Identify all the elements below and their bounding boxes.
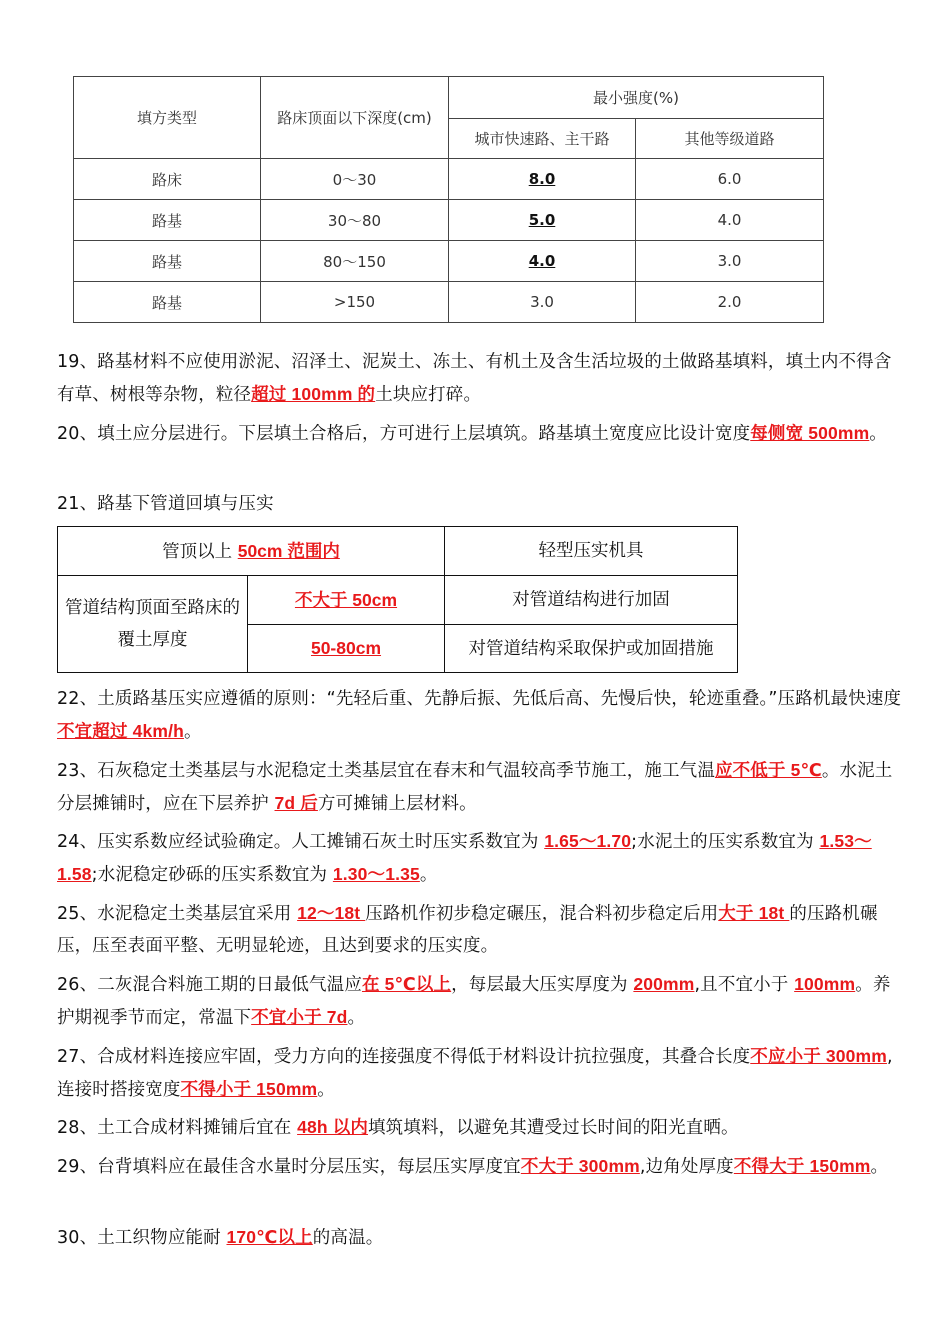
highlight: 每侧宽 500mm [750, 423, 870, 443]
text: 。 [870, 1157, 889, 1177]
text: ，每层最大压实厚度为 [451, 975, 634, 995]
paragraph-26 [57, 968, 902, 1034]
cell-other: 6.0 [636, 159, 824, 200]
text: ,连接时搭接宽度 [57, 1047, 893, 1100]
header-depth: 路床顶面以下深度(cm) [261, 77, 449, 159]
paragraph-22 [57, 683, 902, 748]
header-other: 其他等级道路 [636, 119, 824, 159]
cell-depth: 80～150 [261, 241, 449, 282]
table-row [58, 527, 738, 576]
text: 27、合成材料连接应牢固，受力方向的连接强度不得低于材料设计抗拉强度，其叠合长度 [57, 1047, 751, 1067]
table-row [74, 159, 824, 200]
paragraph-23 [57, 754, 902, 820]
highlight: 48h 以内 [297, 1117, 369, 1137]
table-row [58, 576, 738, 625]
highlight: 不大于 300mm [520, 1156, 640, 1176]
text: 26、二灰混合料施工期的日最低气温应 [57, 975, 362, 995]
cell-depth: >150 [261, 282, 449, 323]
strength-table [73, 76, 824, 323]
text: 方可摊铺上层材料。 [317, 794, 477, 814]
paragraph-28 [57, 1111, 902, 1144]
paragraph-21 [57, 488, 902, 520]
text: 20、填土应分层进行。下层填土合格后，方可进行上层填筑。路基填土宽度应比设计宽度 [57, 424, 751, 444]
highlight: 7d 后 [274, 793, 318, 813]
range-cell [248, 576, 445, 625]
cell-urban: 8.0 [449, 159, 636, 200]
cell-urban: 5.0 [449, 200, 636, 241]
measure-cell: 对管道结构进行加固 [445, 576, 738, 625]
text: 21、路基下管道回填与压实 [57, 494, 274, 514]
text: 管顶以上 [162, 541, 238, 562]
cell-urban: 4.0 [449, 241, 636, 282]
text: 。 [419, 865, 438, 885]
text: ,边角处厚度 [639, 1157, 734, 1177]
paragraph-25 [57, 897, 902, 962]
measure-cell: 对管道结构采取保护或加固措施 [445, 625, 738, 673]
cell-depth: 0～30 [261, 159, 449, 200]
pipe-backfill-table [57, 526, 738, 673]
text: 22、土质路基压实应遵循的原则：“先轻后重、先静后振、先低后高、先慢后快，轮迹重叠。”压路机最快速度 [57, 689, 902, 709]
paragraph-30 [57, 1221, 902, 1254]
cell-type: 路基 [74, 241, 261, 282]
text: 的高温。 [312, 1228, 384, 1248]
highlight: 100mm [794, 974, 856, 994]
highlight: 200mm [633, 974, 695, 994]
light-compactor-cell: 轻型压实机具 [445, 527, 738, 576]
text: 。 [347, 1008, 366, 1028]
header-fill-type: 填方类型 [74, 77, 261, 159]
highlight: 不大于 50cm [294, 589, 398, 610]
table-row [74, 282, 824, 323]
text: ,且不宜小于 [694, 975, 795, 995]
text: 的压路机碾压，压至表面平整、无明显轮迹，且达到要求的压实度。 [57, 904, 878, 956]
text: 压路机作初步稳定碾压，混合料初步稳定后用 [365, 904, 719, 924]
highlight: 超过 100mm 的 [251, 384, 376, 404]
highlight: 1.53～1.58 [57, 831, 872, 884]
highlight: 1.65～1.70 [544, 831, 632, 851]
paragraph-19 [57, 346, 902, 411]
text: 。 [317, 1080, 335, 1100]
text: ;水泥土的压实系数宜为 [631, 832, 820, 852]
cell-type: 路床 [74, 159, 261, 200]
paragraph-29 [57, 1150, 902, 1183]
paragraph-24 [57, 825, 902, 891]
range-cell [248, 625, 445, 673]
cover-thickness-label: 管道结构顶面至路床的覆土厚度 [58, 576, 248, 673]
pipe-top-range-cell [58, 527, 445, 576]
text: 填筑填料，以避免其遭受过长时间的阳光直晒。 [368, 1118, 739, 1138]
highlight: 在 5℃以上 [361, 974, 452, 994]
highlight: 12～18t [297, 903, 366, 923]
text: 土块应打碎。 [375, 385, 482, 405]
cell-type: 路基 [74, 200, 261, 241]
text: 29、台背填料应在最佳含水量时分层压实，每层压实厚度宜 [57, 1157, 521, 1177]
text: 28、土工合成材料摊铺后宜在 [57, 1118, 298, 1138]
text: 24、压实系数应经试验确定。人工摊铺石灰土时压实系数宜为 [57, 832, 545, 852]
paragraph-20 [57, 417, 902, 450]
cell-depth: 30～80 [261, 200, 449, 241]
header-urban: 城市快速路、主干路 [449, 119, 636, 159]
cell-other: 2.0 [636, 282, 824, 323]
highlight: 应不低于 5℃ [714, 760, 822, 780]
cell-other: 4.0 [636, 200, 824, 241]
highlight: 不宜小于 7d [251, 1007, 348, 1027]
header-min-strength: 最小强度(%) [449, 77, 824, 119]
highlight: 1.30～1.35 [332, 864, 420, 884]
cell-other: 3.0 [636, 241, 824, 282]
cell-urban: 3.0 [449, 282, 636, 323]
highlight: 大于 18t [718, 903, 790, 923]
text: 。养护期视季节而定，常温下 [57, 975, 891, 1028]
highlight: 不得小于 150mm [180, 1079, 318, 1099]
cell-type: 路基 [74, 282, 261, 323]
highlight: 170℃以上 [226, 1227, 313, 1247]
text: 。 [869, 424, 887, 444]
text: 。 [183, 722, 202, 742]
highlight: 不应小于 300mm [750, 1046, 887, 1066]
text: 19、路基材料不应使用淤泥、沼泽土、泥炭土、冻土、有机土及含生活垃圾的土做路基填料，填土内不得含有草、树根等杂物，粒径 [57, 352, 892, 405]
strength-table-header-row [74, 77, 824, 119]
text: 23、石灰稳定土类基层与水泥稳定土类基层宜在春末和气温较高季节施工，施工气温 [57, 761, 715, 781]
highlight: 不得大于 150mm [733, 1156, 871, 1176]
text: 25、水泥稳定土类基层宜采用 [57, 904, 298, 924]
text: 30、土工织物应能耐 [57, 1228, 227, 1248]
table-row [74, 241, 824, 282]
table-row [74, 200, 824, 241]
highlight: 50-80cm [310, 638, 382, 658]
text: 。水泥土分层摊铺时，应在下层养护 [57, 761, 893, 814]
highlight: 不宜超过 4km/h [57, 721, 184, 741]
text: ;水泥稳定砂砾的压实系数宜为 [91, 865, 333, 885]
highlight: 50cm 范围内 [237, 540, 340, 561]
paragraph-27 [57, 1040, 902, 1106]
